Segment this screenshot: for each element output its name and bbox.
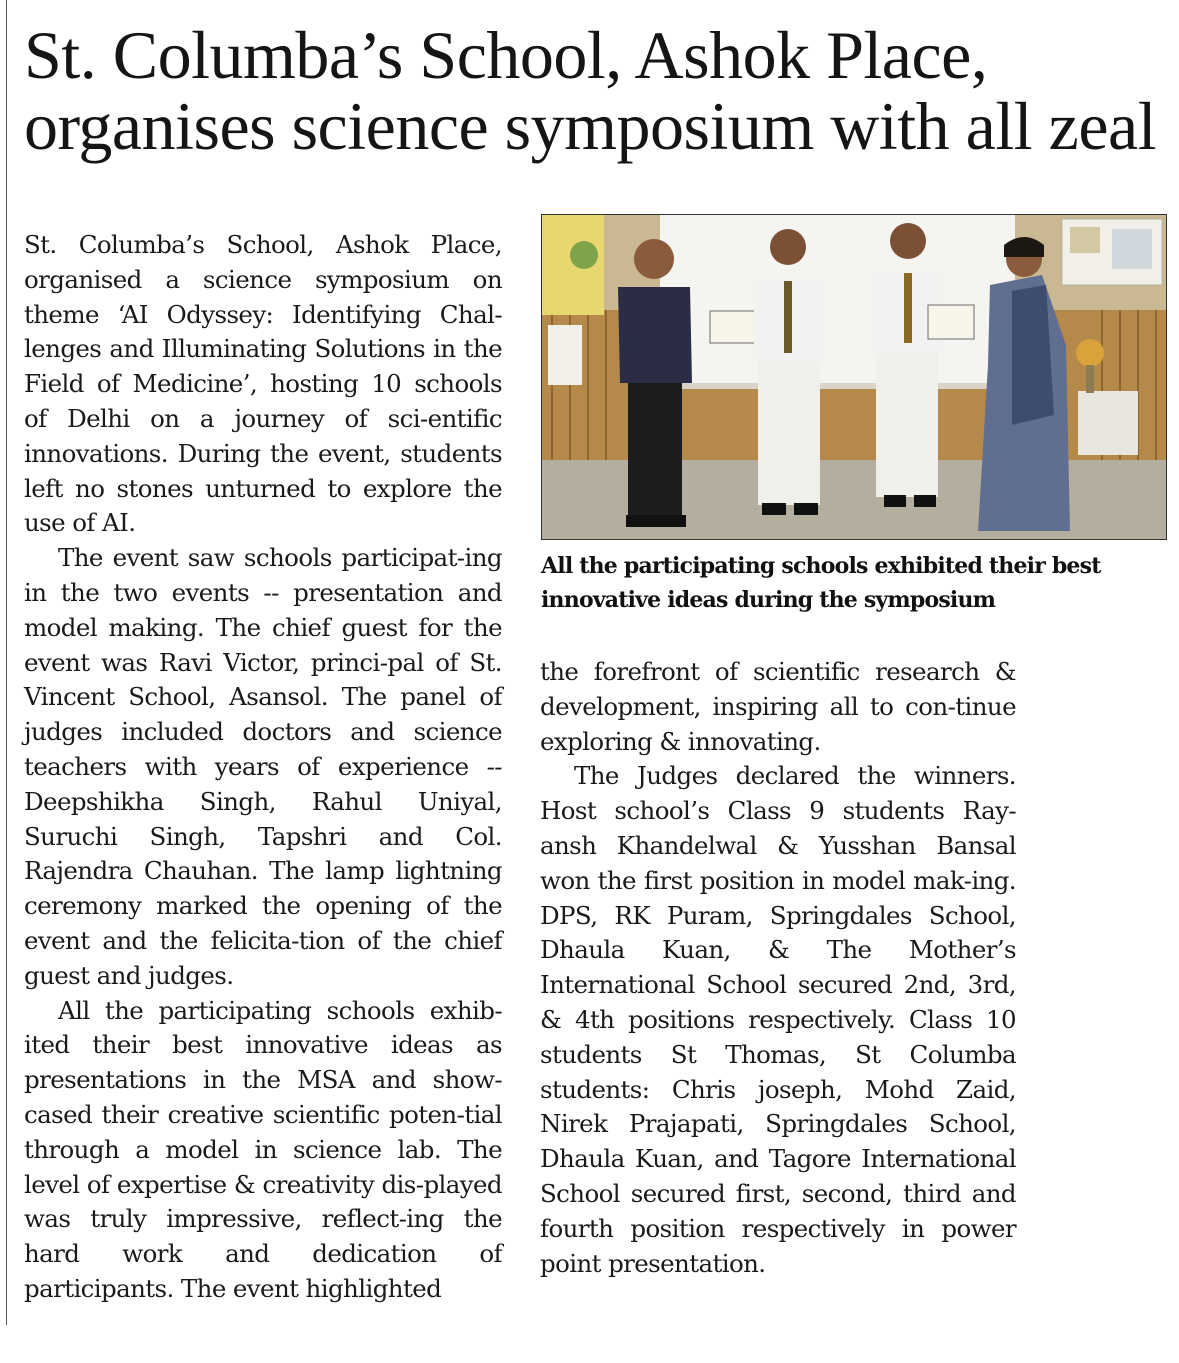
paragraph-intro: St. Columba’s School, Ashok Place, organised a science symposium on theme ‘AI Odyssey: Identifying Chal-lenges and Illuminating Solutions in the Field of Medicine’, hosting 10 schools of Delhi on a journey of sci-entific innovations. During the event, students left no stones unturned to explore the use of AI. [24,230,502,538]
column-edge-rule [6,0,7,1325]
paragraph-winners: The Judges declared the winners. Host school’s Class 9 students Ray-ansh Khandelwal & Yusshan Bansal won the first position in model mak-ing. DPS, RK Puram, Springdales School, Dhaula Kuan, & The Mother’s International School secured 2nd, 3rd, & 4th positions respectively. Class 10 students St Thomas, St Columba students: Chris joseph, Mohd Zaid, Nirek Prajapati, Springdales School, Dhaula Kuan, and Tagore International School secured first, second, third and fourth position respectively in power point presentation. [540,761,1016,1278]
event-photo [541,214,1167,540]
article-column-right [540,655,1016,1281]
article-column-left [24,228,502,1307]
paragraph-continuation: the forefront of scientific research & development, inspiring all to con-tinue exploring & innovating. [540,657,1016,756]
paragraph-events: The event saw schools participat-ing in the two events -- presentation and model making. The chief guest for the event was Ravi Victor, princi-pal of St. Vincent School, Asansol. The panel of judges included doctors and science teachers with years of experience -- Deepshikha Singh, Rahul Uniyal, Suruchi Singh, Tapshri and Col. Rajendra Chauhan. The lamp lightning ceremony marked the opening of the event and the felicita-tion of the chief guest and judges. [24,543,502,990]
paragraph-exhibits: All the participating schools exhib-ited their best innovative ideas as presentations in the MSA and show-cased their creative scientific poten-tial through a model in science lab. The level of expertise & creativity dis-played was truly impressive, reflect-ing the hard work and dedication of participants. The event highlighted [24,995,502,1303]
headline: St. Columba’s School, Ashok Place, organises science symposium with all zeal [24,17,1157,164]
photo-caption: All the participating schools exhibited their best innovative ideas during the symposium [541,553,1101,613]
